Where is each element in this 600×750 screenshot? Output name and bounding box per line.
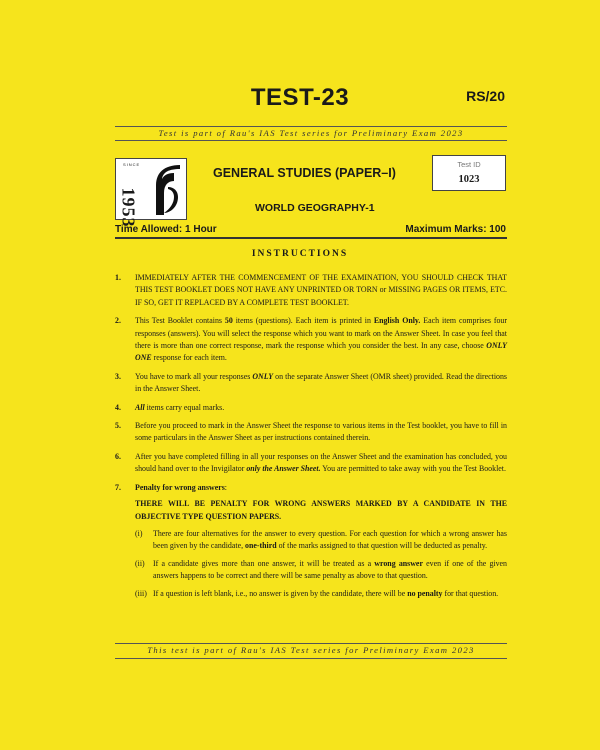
item-emphasis: only the Answer Sheet. [246,464,321,474]
sub-item-text: If a candidate gives more than one answer, it will be treated as a [153,558,375,568]
sub-item-text: There are four alternatives for the answer to every question. For each question for which a wrong answer has been given by the candidate, [153,528,507,551]
item-text: IMMEDIATELY AFTER THE COMMENCEMENT OF THE EXAMINATION, YOU SHOULD CHECK THAT THIS TEST BOOKLET DOES NOT HAVE ANY UNPRINTED OR TORN or MISSING PAGES OR ITEMS, ETC. IF SO, GET IT REPLACED BY A COMPLETE TEST BOOKLET. [135,273,507,307]
item-text: Each item comprises four responses (answers). You will select the response which you want to mark on the Answer Sheet. In case you feel that there is more than one correct response, mark the response which you consider the best. In any case, choose [135,316,508,351]
rau-logo [115,158,187,228]
bottom-divider-lower [115,658,507,659]
item-number: 6. [115,451,121,461]
sub-item-number: (ii) [135,558,145,568]
instruction-item [115,451,507,476]
header-bottom-divider [115,237,507,239]
penalty-label: Penalty for wrong answers [135,482,225,492]
logo-mark-icon [150,163,184,217]
item-number: 7. [115,482,121,492]
subject-title: WORLD GEOGRAPHY-1 [255,202,375,214]
item-text: You are permitted to take away with you the Test Booklet. [320,464,506,474]
penalty-sub-item [135,588,507,600]
sub-item-number: (iii) [135,588,147,598]
item-emphasis: ONLY ONE [135,341,507,363]
price-label: RS/20 [466,88,505,104]
item-number: 5. [115,421,121,431]
item-text: on the separate Answer Sheet (OMR sheet) provided. Read the directions in the Answer Sheet. [135,371,507,394]
sub-item-emphasis: wrong answer [374,558,423,568]
instructions-heading: INSTRUCTIONS [251,249,349,259]
item-number: 1. [115,273,121,282]
instruction-item [115,420,507,445]
logo-year: 1953 [118,187,139,228]
item-text: items (questions). Each item is printed in [232,316,374,326]
instructions-list [115,272,507,606]
test-id-box [432,155,506,191]
top-divider [115,126,507,127]
item-text: Before you proceed to mark in the Answer Sheet the response to various items in the Test booklet, you have to fill in some particulars in the Answer Sheet as per instructions contained therein. [135,421,507,443]
sub-item-emphasis: no penalty [407,588,443,598]
series-note-bottom: This test is part of Rau's IAS Test series for Preliminary Exam 2023 [147,645,475,655]
item-emphasis: All [135,402,145,412]
logo-since: SINCE [123,162,141,167]
instruction-item [115,315,507,365]
instruction-item [115,371,507,396]
penalty-sub-item [135,528,507,553]
instruction-item [115,482,507,600]
item-text: This Test Booklet contains [135,316,225,326]
sub-item-emphasis: one-third [245,541,277,551]
top-divider-lower [115,140,507,141]
sub-item-number: (i) [135,528,143,538]
item-number: 2. [115,316,121,326]
test-title: TEST-23 [250,84,350,111]
paper-title: GENERAL STUDIES (PAPER–I) [213,166,396,180]
item-number: 4. [115,402,121,412]
penalty-sub-item [135,558,507,583]
item-emphasis: ONLY [252,371,274,381]
test-id-label: Test ID [457,160,481,169]
item-text: You have to mark all your responses [135,371,253,381]
penalty-heading: THERE WILL BE PENALTY FOR WRONG ANSWERS MARKED BY A CANDIDATE IN THE OBJECTIVE TYPE QUESTION PAPERS. [135,499,507,521]
series-note-top: Test is part of Rau's IAS Test series for Preliminary Exam 2023 [158,128,464,138]
sub-item-text: of the marks assigned to that question will be deducted as penalty. [276,541,488,551]
maximum-marks: Maximum Marks: 100 [405,224,506,235]
instruction-item [115,272,507,309]
item-text: response for each item. [151,353,227,363]
item-number: 3. [115,371,121,381]
item-text: items carry equal marks. [144,402,225,412]
penalty-colon: : [224,482,227,492]
instruction-item [115,402,507,414]
bottom-divider [115,643,507,644]
item-language: English Only. [373,316,421,326]
sub-item-text: for that question. [442,588,499,598]
item-count: 50 [224,316,233,326]
sub-item-text: If a question is left blank, i.e., no answer is given by the candidate, there will be [153,588,408,598]
sub-item-text: even if one of the given answers happens to be correct and there will be same penalty as above to that question. [153,558,508,581]
item-text: After you have completed filling in all your responses on the Answer Sheet and the examination has concluded, you should hand over to the Invigilator [135,451,507,474]
test-id-value: 1023 [458,174,480,185]
time-allowed: Time Allowed: 1 Hour [115,224,217,235]
